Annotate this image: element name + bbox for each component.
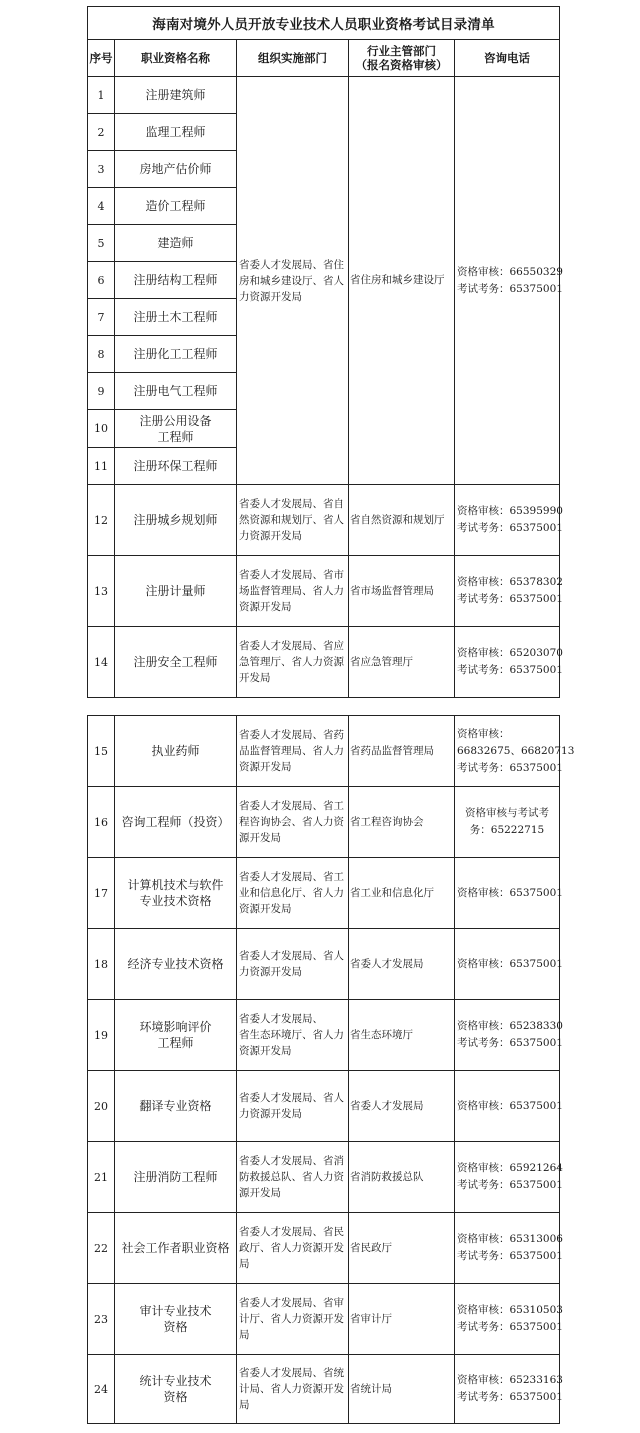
organizing-department-line: 省委人才发展局、省民 — [239, 1226, 344, 1238]
qualification-name-line: 工程师 — [157, 1036, 194, 1050]
qualification-name-line: 社会工作者职业资格 — [121, 1241, 230, 1255]
industry-department — [349, 1284, 455, 1355]
consult-phone-line: 资格审核：65310503 — [457, 1304, 563, 1316]
qualification-name — [115, 1142, 237, 1213]
industry-department: 省住房和城乡建设厅 — [349, 77, 455, 485]
qualification-name — [115, 1355, 237, 1424]
qualification-name — [115, 299, 237, 336]
qualification-name-line: 翻译专业资格 — [139, 1099, 212, 1113]
industry-department — [349, 929, 455, 1000]
row-seq: 3 — [88, 151, 115, 188]
consult-phone-line: 资格审核：65395990 — [457, 505, 563, 517]
industry-department — [349, 787, 455, 858]
qualification-name — [115, 151, 237, 188]
industry-department — [349, 1213, 455, 1284]
row-seq: 18 — [88, 929, 115, 1000]
consult-phone-line: 资格审核：65375001 — [457, 1099, 563, 1112]
page-title: 海南对境外人员开放专业技术人员职业资格考试目录清单 — [88, 7, 560, 40]
row-seq: 15 — [88, 716, 115, 787]
row-seq: 16 — [88, 787, 115, 858]
row-seq: 19 — [88, 1000, 115, 1071]
organizing-department-line: 场监督管理局、省人力 — [239, 585, 344, 597]
qualification-name-line: 注册土木工程师 — [133, 310, 218, 324]
consult-phone — [455, 929, 563, 1000]
header-dept — [349, 40, 455, 77]
industry-department-line: 省应急管理厅 — [350, 655, 413, 668]
organizing-department-line: 力资源开发局 — [239, 966, 302, 978]
qualification-name — [115, 373, 237, 410]
qualification-name-line: 注册建筑师 — [145, 88, 206, 102]
table-row — [88, 1142, 560, 1213]
table-row — [88, 716, 560, 787]
qualification-name — [115, 410, 237, 448]
row-seq: 23 — [88, 1284, 115, 1355]
industry-department — [349, 1355, 455, 1424]
organizing-department-line: 资源开发局 — [239, 761, 292, 773]
industry-department — [349, 627, 455, 698]
table-row — [88, 858, 560, 929]
table-title-row — [88, 7, 560, 40]
qualification-table-part1 — [87, 6, 563, 698]
qualification-name — [115, 929, 237, 1000]
organizing-department-line: 省委人才发展局、省药 — [239, 729, 344, 741]
organizing-department-line: 局 — [239, 1329, 250, 1341]
row-seq: 12 — [88, 485, 115, 556]
header-phone: 咨询电话 — [455, 40, 560, 77]
organizing-department — [237, 485, 349, 556]
row-seq: 4 — [88, 188, 115, 225]
organizing-department-line: 房和城乡建设厅、省人 — [239, 274, 344, 287]
organizing-department — [237, 929, 349, 1000]
organizing-department — [237, 787, 349, 858]
organizing-department-line: 源开发局 — [239, 1187, 281, 1199]
qualification-name-line: 资格 — [163, 1390, 188, 1404]
qualification-name-line: 注册公用设备 — [139, 413, 212, 428]
qualification-name — [115, 188, 237, 225]
consult-phone — [455, 716, 575, 787]
organizing-department — [237, 1284, 349, 1355]
qualification-name-line: 注册电气工程师 — [133, 384, 218, 398]
organizing-department-line: 省委人才发展局、省市 — [239, 569, 344, 581]
industry-department-line: 省生态环境厅 — [350, 1028, 413, 1041]
qualification-name-line: 注册化工工程师 — [133, 347, 218, 361]
table-row — [88, 627, 560, 698]
organizing-department-line: 力资源开发局 — [239, 290, 302, 303]
organizing-department-line: 力资源开发局 — [239, 1108, 302, 1120]
row-seq: 5 — [88, 225, 115, 262]
industry-department-line: 省消防救援总队 — [350, 1170, 424, 1183]
organizing-department-line: 业和信息化厅、省人力 — [239, 887, 344, 899]
qualification-name-line: 环境影响评价 — [139, 1020, 212, 1034]
qualification-name-line: 资格 — [163, 1320, 188, 1334]
row-seq: 20 — [88, 1071, 115, 1142]
header-name: 职业资格名称 — [115, 40, 237, 77]
organizing-department — [237, 77, 349, 485]
table-row — [88, 1000, 560, 1071]
qualification-name-line: 注册环保工程师 — [133, 459, 218, 473]
industry-department-line: 省市场监督管理局 — [350, 584, 434, 597]
industry-department — [349, 858, 455, 929]
qualification-name — [115, 1284, 237, 1355]
table-row — [88, 77, 560, 114]
industry-department — [349, 716, 455, 787]
organizing-department-line: 省委人才发展局、省自 — [239, 498, 344, 510]
organizing-department — [237, 716, 349, 787]
consult-phone — [455, 1284, 563, 1355]
table-row — [88, 1355, 560, 1424]
consult-phone — [455, 1071, 563, 1142]
consult-phone-line: 资格审核： — [457, 727, 510, 740]
organizing-department-line: 计厅、省人力资源开发 — [239, 1313, 344, 1325]
organizing-department-line: 省委人才发展局、省住 — [239, 258, 344, 271]
organizing-department — [237, 1355, 349, 1424]
consult-phone — [455, 1355, 563, 1424]
industry-department — [349, 556, 455, 627]
row-seq: 7 — [88, 299, 115, 336]
organizing-department-line: 计局、省人力资源开发 — [239, 1383, 344, 1395]
industry-department-line: 省药品监督管理局 — [350, 744, 434, 757]
table-row — [88, 1213, 560, 1284]
row-seq: 14 — [88, 627, 115, 698]
organizing-department-line: 品监督管理局、省人力 — [239, 745, 344, 757]
consult-phone — [455, 1213, 563, 1284]
organizing-department — [237, 556, 349, 627]
row-seq: 6 — [88, 262, 115, 299]
table-header-row — [88, 40, 560, 77]
consult-phone — [455, 787, 560, 858]
organizing-department-line: 防救援总队、省人力资 — [239, 1171, 344, 1183]
qualification-name-line: 注册消防工程师 — [133, 1170, 218, 1184]
organizing-department-line: 急管理厅、省人力资源 — [239, 656, 344, 668]
row-seq: 1 — [88, 77, 115, 114]
qualification-name — [115, 262, 237, 299]
qualification-name-line: 监理工程师 — [145, 125, 206, 139]
qualification-name-line: 注册城乡规划师 — [133, 513, 218, 527]
consult-phone-line: 66832675、66820713 — [457, 744, 575, 757]
header-dept-line2: （报名资格审核） — [355, 58, 448, 72]
organizing-department-line: 省生态环境厅、省人力 — [239, 1029, 344, 1041]
industry-department — [349, 1142, 455, 1213]
organizing-department-line: 资源开发局 — [239, 601, 292, 613]
row-seq: 22 — [88, 1213, 115, 1284]
organizing-department-line: 省委人才发展局、省工 — [239, 871, 344, 883]
qualification-name — [115, 225, 237, 262]
consult-phone-line: 资格审核：66550329 — [457, 265, 563, 278]
organizing-department-line: 程咨询协会、省人力资 — [239, 816, 344, 828]
consult-phone-line: 务：65222715 — [469, 824, 545, 836]
header-org: 组织实施部门 — [237, 40, 349, 77]
consult-phone-line: 资格审核：65921264 — [457, 1162, 563, 1174]
qualification-name — [115, 787, 237, 858]
row-seq: 10 — [88, 410, 115, 448]
organizing-department — [237, 1213, 349, 1284]
industry-department-line: 省工业和信息化厅 — [350, 886, 434, 899]
consult-phone-line: 考试考务：65375001 — [457, 282, 563, 295]
consult-phone-line: 考试考务：65375001 — [457, 593, 563, 605]
consult-phone-line: 考试考务：65375001 — [457, 1321, 563, 1333]
industry-department — [349, 1000, 455, 1071]
table-row — [88, 1284, 560, 1355]
table-row — [88, 556, 560, 627]
organizing-department — [237, 1000, 349, 1071]
header-seq: 序号 — [88, 40, 115, 77]
qualification-name-line: 统计专业技术 — [139, 1374, 212, 1388]
qualification-name-line: 注册结构工程师 — [133, 273, 218, 287]
qualification-name — [115, 556, 237, 627]
organizing-department-line: 省委人才发展局、省统 — [239, 1367, 344, 1379]
industry-department-line: 省委人才发展局 — [350, 957, 424, 970]
qualification-name — [115, 485, 237, 556]
consult-phone — [455, 485, 563, 556]
organizing-department-line: 开发局 — [239, 672, 271, 684]
row-seq: 8 — [88, 336, 115, 373]
qualification-name-line: 审计专业技术 — [139, 1304, 212, 1318]
consult-phone-line: 资格审核：65233163 — [457, 1374, 563, 1386]
consult-phone-line: 考试考务：65375001 — [457, 761, 563, 774]
consult-phone-line: 资格审核：65375001 — [457, 957, 563, 970]
organizing-department — [237, 627, 349, 698]
consult-phone — [455, 858, 563, 929]
qualification-name-line: 咨询工程师（投资） — [121, 815, 230, 829]
organizing-department — [237, 858, 349, 929]
qualification-name-line: 工程师 — [157, 429, 194, 444]
organizing-department-line: 省委人才发展局、 — [239, 1013, 323, 1025]
industry-department — [349, 485, 455, 556]
organizing-department-line: 省委人才发展局、省人 — [239, 1092, 344, 1104]
industry-department-line: 省委人才发展局 — [350, 1099, 424, 1112]
organizing-department — [237, 1142, 349, 1213]
consult-phone-line: 考试考务：65375001 — [457, 664, 563, 676]
consult-phone-line: 考试考务：65375001 — [457, 1250, 563, 1262]
consult-phone — [455, 627, 563, 698]
industry-department — [349, 1071, 455, 1142]
qualification-name — [115, 114, 237, 151]
row-seq: 9 — [88, 373, 115, 410]
organizing-department-line: 局 — [239, 1258, 250, 1270]
consult-phone-line: 资格审核：65375001 — [457, 886, 563, 899]
industry-department-line: 省民政厅 — [350, 1241, 392, 1254]
qualification-name-line: 经济专业技术资格 — [127, 957, 224, 971]
consult-phone — [455, 1000, 563, 1071]
table-row — [88, 929, 560, 1000]
consult-phone-line: 资格审核：65238330 — [457, 1020, 563, 1032]
consult-phone-line: 考试考务：65375001 — [457, 1391, 563, 1403]
qualification-name — [115, 716, 237, 787]
qualification-table-part2 — [87, 715, 575, 1424]
table-row — [88, 1071, 560, 1142]
row-seq: 2 — [88, 114, 115, 151]
consult-phone-line: 资格审核与考试考 — [465, 807, 549, 819]
consult-phone-line: 考试考务：65375001 — [457, 1037, 563, 1049]
table-row — [88, 485, 560, 556]
consult-phone — [455, 77, 563, 485]
qualification-name-line: 建造师 — [157, 236, 194, 250]
qualification-name — [115, 627, 237, 698]
qualification-name — [115, 448, 237, 485]
organizing-department-line: 省委人才发展局、省应 — [239, 640, 344, 652]
industry-department-line: 省审计厅 — [350, 1312, 392, 1325]
organizing-department-line: 省委人才发展局、省工 — [239, 800, 344, 812]
table-row — [88, 787, 560, 858]
qualification-name-line: 房地产估价师 — [139, 162, 212, 176]
row-seq: 17 — [88, 858, 115, 929]
qualification-name — [115, 77, 237, 114]
industry-department-line: 省统计局 — [350, 1382, 392, 1395]
organizing-department-line: 局 — [239, 1399, 250, 1411]
consult-phone-line: 资格审核：65203070 — [457, 647, 563, 659]
row-seq: 21 — [88, 1142, 115, 1213]
consult-phone-line: 考试考务：65375001 — [457, 522, 563, 534]
header-dept-line1: 行业主管部门 — [367, 44, 436, 58]
qualification-name-line: 注册安全工程师 — [133, 655, 218, 669]
consult-phone — [455, 1142, 563, 1213]
organizing-department-line: 然资源和规划厅、省人 — [239, 514, 344, 526]
consult-phone-line: 考试考务：65375001 — [457, 1179, 563, 1191]
industry-department-line: 省自然资源和规划厅 — [350, 513, 445, 526]
qualification-name-line: 造价工程师 — [145, 199, 206, 213]
qualification-name — [115, 336, 237, 373]
organizing-department-line: 政厅、省人力资源开发 — [239, 1242, 344, 1254]
qualification-name — [115, 1213, 237, 1284]
qualification-name-line: 执业药师 — [151, 744, 200, 758]
industry-department-line: 省工程咨询协会 — [350, 815, 424, 828]
qualification-name-line: 计算机技术与软件 — [127, 878, 224, 892]
organizing-department-line: 省委人才发展局、省审 — [239, 1297, 344, 1309]
organizing-department-line: 省委人才发展局、省消 — [239, 1155, 344, 1167]
qualification-name-line: 专业技术资格 — [139, 894, 212, 908]
organizing-department — [237, 1071, 349, 1142]
organizing-department-line: 力资源开发局 — [239, 530, 302, 542]
organizing-department-line: 资源开发局 — [239, 1045, 292, 1057]
qualification-name — [115, 1071, 237, 1142]
organizing-department-line: 资源开发局 — [239, 903, 292, 915]
row-seq: 24 — [88, 1355, 115, 1424]
row-seq: 13 — [88, 556, 115, 627]
consult-phone — [455, 556, 563, 627]
consult-phone-line: 资格审核：65313006 — [457, 1233, 563, 1245]
consult-phone-line: 资格审核：65378302 — [457, 576, 563, 588]
qualification-name — [115, 858, 237, 929]
row-seq: 11 — [88, 448, 115, 485]
organizing-department-line: 源开发局 — [239, 832, 281, 844]
qualification-name-line: 注册计量师 — [145, 584, 206, 598]
qualification-name — [115, 1000, 237, 1071]
organizing-department-line: 省委人才发展局、省人 — [239, 950, 344, 962]
